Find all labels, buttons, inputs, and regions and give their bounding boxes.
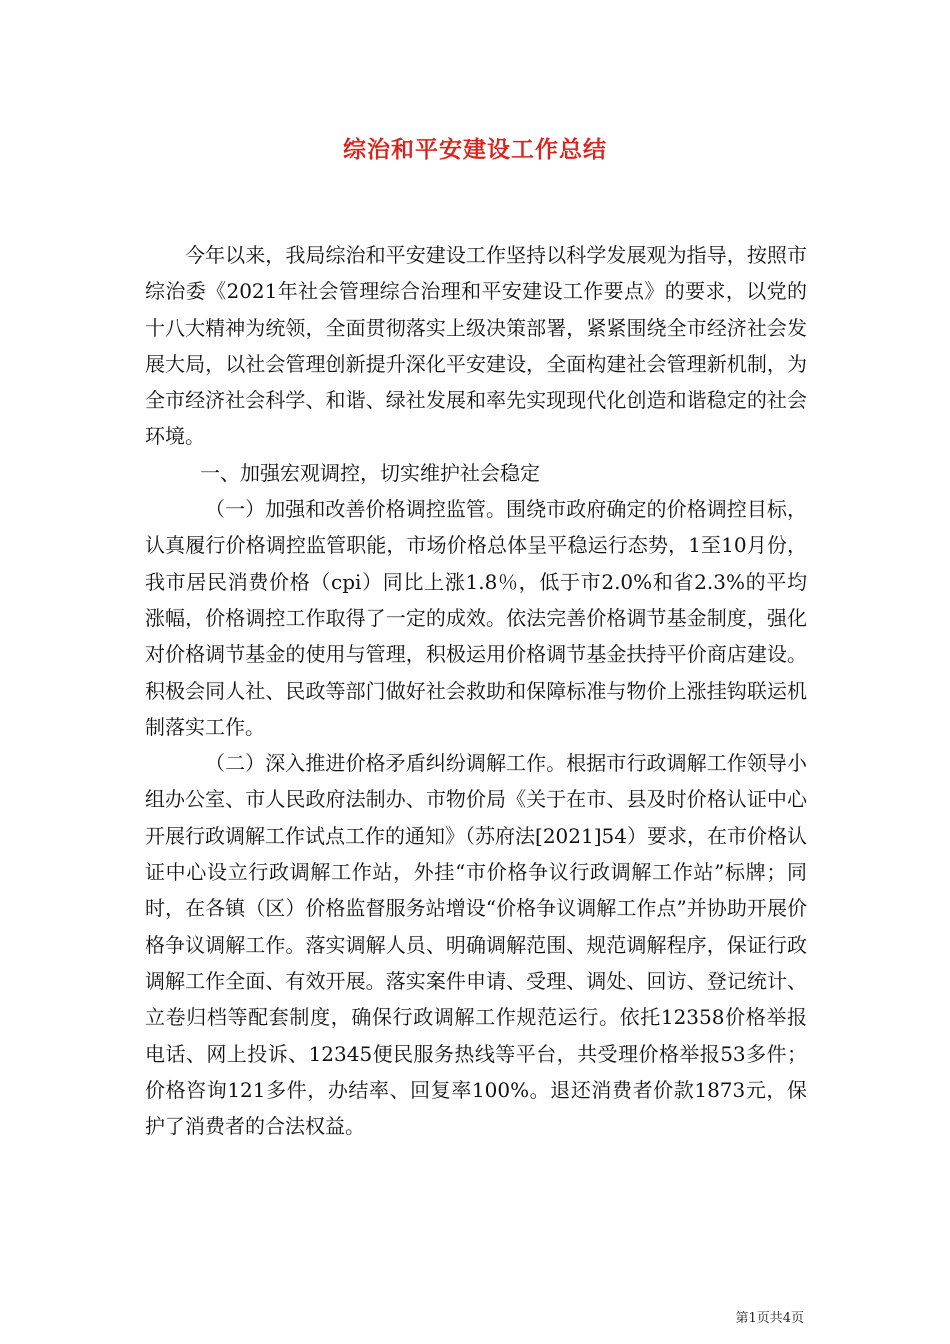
subsection-paragraph-2: （二）深入推进价格矛盾纠纷调解工作。根据市行政调解工作领导小组办公室、市人民政府法制办、市物价局《关于在市、县及时价格认证中心开展行政调解工作试点工作的通知》（苏府法[2021]54）要求，在市价格认证中心设立行政调解工作站，外挂“市价格争议行政调解工作站”标牌；同时，在各镇（区）价格监督服务站增设“价格争议调解工作点”并协助开展价格争议调解工作。落实调解人员、明确调解范围、规范调解程序，保证行政调解工作全面、有效开展。落实案件申请、受理、调处、回访、登记统计、立卷归档等配套制度，确保行政调解工作规范运行。依托12358价格举报电话、网上投诉、12345便民服务热线等平台，共受理价格举报53多件；价格咨询121多件，办结率、回复率100%。退还消费者价款1873元，保护了消费者的合法权益。 [145, 751, 807, 1139]
page-title: 综治和平安建设工作总结 [343, 136, 607, 163]
section-heading: 一、加强宏观调控，切实维护社会稳定 [200, 460, 540, 485]
page-number-footer: 第1页共4页 [735, 1311, 804, 1326]
subsection-paragraph-1: （一）加强和改善价格调控监管。围绕市政府确定的价格调控目标，认真履行价格调控监管职能，市场价格总体呈平稳运行态势，1至10月份，我市居民消费价格（cpi）同比上涨1.8％，低于市2.0%和省2.3%的平均涨幅，价格调控工作取得了一定的成效。依法完善价格调节基金制度，强化对价格调节基金的使用与管理，积极运用价格调节基金扶持平价商店建设。积极会同人社、民政等部门做好社会救助和保障标准与物价上涨挂钩联运机制落实工作。 [145, 497, 807, 739]
intro-paragraph: 今年以来，我局综治和平安建设工作坚持以科学发展观为指导，按照市综治委《2021年社会管理综合治理和平安建设工作要点》的要求，以党的十八大精神为统领，全面贯彻落实上级决策部署，紧紧围绕全市经济社会发展大局，以社会管理创新提升深化平安建设，全面构建社会管理新机制，为全市经济社会科学、和谐、绿社发展和率先实现现代化创造和谐稳定的社会环境。 [145, 243, 807, 449]
document-body [145, 237, 807, 1144]
